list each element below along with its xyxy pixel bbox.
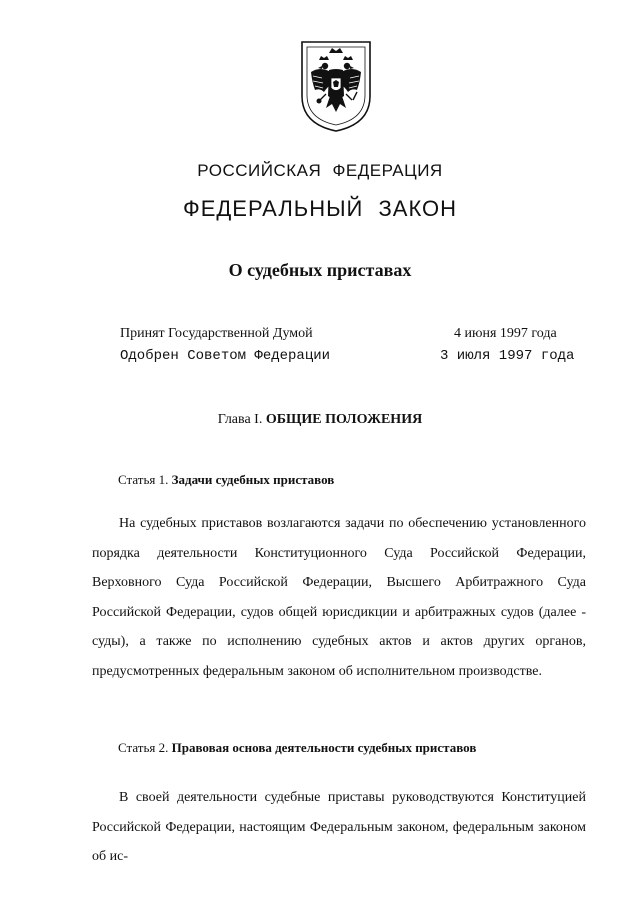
adopted-by-label: Принят Государственной Думой [120,326,313,341]
article-2-title: Правовая основа деятельности судебных приставов [171,740,477,755]
approved-by-label: Одобрен Советом Федерации [120,348,331,364]
chapter-heading [0,412,640,428]
chapter-title: ОБЩИЕ ПОЛОЖЕНИЯ [265,412,423,427]
double-headed-eagle-emblem-icon [298,38,374,134]
article-1-heading [118,472,334,488]
article-2-text: В своей деятельности судебные приставы руководствуются Конституцией Российской Федерации, настоящим Федеральным законом, федеральным законом об ис- [92,790,586,864]
article-2-prefix: Статья 2. [118,740,169,755]
article-2-heading [118,740,476,756]
header-country: РОССИЙСКАЯ ФЕДЕРАЦИЯ [197,161,443,180]
approved-date: 3 июля 1997 года [440,348,575,364]
law-title: О судебных приставах [228,260,412,280]
article-1-text: На судебных приставов возлагаются задачи по обеспечению установленного порядка деятельности Конституционного Суда Российской Федерации, Верховного Суда Российской Федерации, Высшего Арбитражного Суда Российской Федерации, судов общей юрисдикции и арбитражных судов (далее - суды), а также по исполнению судебных актов и актов других органов, предусмотренных федеральным законом об исполнительном производстве. [92,516,586,679]
article-1-title: Задачи судебных приставов [171,472,335,487]
article-1-prefix: Статья 1. [118,472,169,487]
header-document-type: ФЕДЕРАЛЬНЫЙ ЗАКОН [182,196,458,221]
chapter-prefix: Глава I. [217,412,263,427]
adopted-date: 4 июня 1997 года [454,326,557,341]
